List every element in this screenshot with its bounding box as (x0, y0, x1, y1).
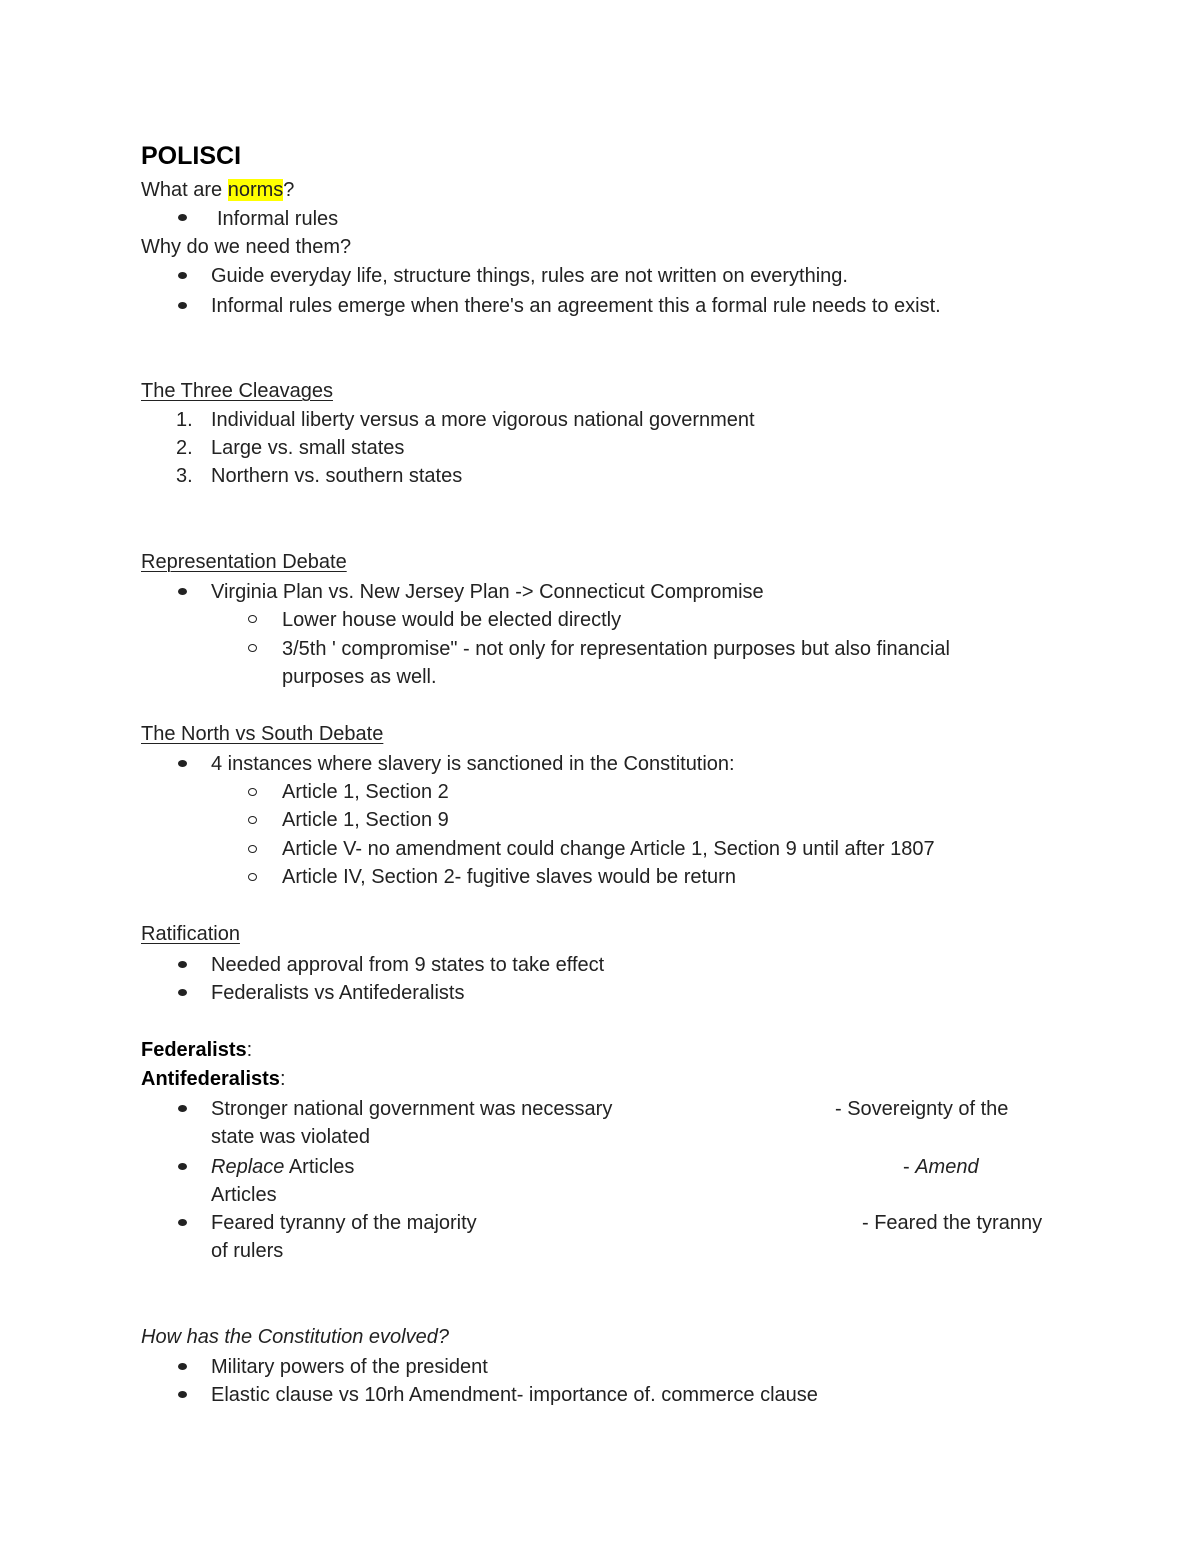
page-title: POLISCI (141, 142, 242, 170)
section-heading: The Three Cleavages (141, 380, 333, 402)
hollow-bullet-icon (248, 788, 257, 796)
section-heading: Ratification (141, 923, 240, 945)
bullet-icon (178, 1219, 187, 1226)
list-item: Northern vs. southern states (211, 465, 463, 487)
bullet-icon (178, 302, 187, 309)
hollow-bullet-icon (248, 845, 257, 853)
list-number: 1. (176, 409, 193, 431)
antifederalist-point: - Sovereignty of the (835, 1098, 1009, 1120)
hollow-bullet-icon (248, 644, 257, 652)
list-item: Individual liberty versus a more vigorous national government (211, 409, 755, 431)
sub-list-item: Article 1, Section 9 (282, 809, 449, 831)
antifederalist-point-continued: of rulers (211, 1240, 284, 1262)
list-number: 2. (176, 437, 193, 459)
bullet-icon (178, 272, 187, 279)
section-heading: The North vs South Debate (141, 723, 384, 745)
norms-question: What are norms? (141, 179, 295, 201)
bullet-icon (178, 1105, 187, 1112)
bullet-icon (178, 1391, 187, 1398)
antifederalist-point-continued: Articles (211, 1184, 277, 1206)
bullet-icon (178, 961, 187, 968)
bullet-icon (178, 588, 187, 595)
list-item: Needed approval from 9 states to take effect (211, 954, 605, 976)
hollow-bullet-icon (248, 873, 257, 881)
list-item: 4 instances where slavery is sanctioned in the Constitution: (211, 753, 735, 775)
sub-list-item-continued: purposes as well. (282, 666, 437, 688)
sub-list-item: Article 1, Section 2 (282, 781, 449, 803)
section-heading: Representation Debate (141, 551, 347, 573)
list-item: Informal rules (217, 208, 339, 230)
list-item: Informal rules emerge when there's an agreement this a formal rule needs to exist. (211, 295, 941, 317)
sub-list-item: 3/5th ' compromise" - not only for representation purposes but also financial (282, 638, 950, 660)
bullet-icon (178, 760, 187, 767)
list-number: 3. (176, 465, 193, 487)
federalist-point: Feared tyranny of the majority (211, 1212, 477, 1234)
hollow-bullet-icon (248, 816, 257, 824)
list-item: Elastic clause vs 10rh Amendment- importance of. commerce clause (211, 1384, 818, 1406)
norms-question-2: Why do we need them? (141, 236, 352, 258)
sub-list-item: Article IV, Section 2- fugitive slaves would be return (282, 866, 736, 888)
sub-list-item: Article V- no amendment could change Article 1, Section 9 until after 1807 (282, 838, 935, 860)
sub-list-item: Lower house would be elected directly (282, 609, 622, 631)
bullet-icon (178, 214, 187, 221)
federalist-point: Stronger national government was necessary (211, 1098, 613, 1120)
hollow-bullet-icon (248, 615, 257, 623)
antifederalist-point: - Feared the tyranny (862, 1212, 1043, 1234)
federalist-point: Replace Articles (211, 1156, 355, 1178)
list-item: Federalists vs Antifederalists (211, 982, 465, 1004)
antifederalist-point-continued: state was violated (211, 1126, 370, 1148)
bullet-icon (178, 1363, 187, 1370)
list-item: Virginia Plan vs. New Jersey Plan -> Connecticut Compromise (211, 581, 764, 603)
federalists-label: Federalists: (141, 1039, 253, 1061)
bullet-icon (178, 989, 187, 996)
highlighted-term: norms (227, 179, 284, 201)
section-heading-italic: How has the Constitution evolved? (141, 1326, 449, 1348)
list-item: Military powers of the president (211, 1356, 488, 1378)
antifederalist-point: - Amend (903, 1156, 979, 1178)
antifederalists-label: Antifederalists: (141, 1068, 286, 1090)
bullet-icon (178, 1163, 187, 1170)
list-item: Large vs. small states (211, 437, 405, 459)
list-item: Guide everyday life, structure things, rules are not written on everything. (211, 265, 848, 287)
